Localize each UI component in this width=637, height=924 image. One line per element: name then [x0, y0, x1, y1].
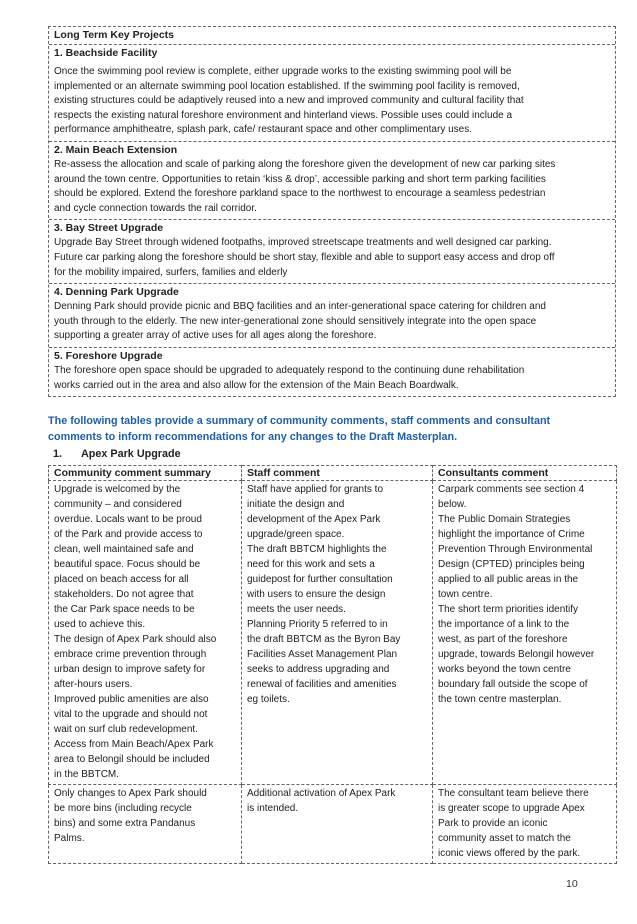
- cell-line: need for this work and sets a: [247, 559, 375, 571]
- description-line: should be explored. Extend the foreshore parkland space to the northwest to encourage a seamless pedestrian: [54, 188, 546, 200]
- key-project-section: [49, 348, 615, 396]
- cell-line: urban design to improve safety for: [54, 664, 206, 676]
- cell-text: [54, 482, 236, 782]
- description-line: Once the swimming pool review is complete, either upgrade works to the existing swimming pool will be: [54, 66, 512, 77]
- cell-line: Park to provide an iconic: [438, 818, 548, 830]
- cell-line: the Car Park space needs to be: [54, 604, 195, 616]
- cell-line: beautiful space. Focus should be: [54, 559, 201, 571]
- summary-heading-line-1: The following tables provide a summary of community comments, staff comments and consultant: [48, 415, 551, 428]
- header-community-comment: Community comment summary: [49, 466, 242, 481]
- page-number: 10: [566, 878, 578, 890]
- cell-text: [54, 786, 236, 846]
- cell-line: upgrade, towards Belongil however: [438, 649, 595, 661]
- cell-line: bins) and some extra Pandanus: [54, 818, 196, 830]
- cell-line: upgrade/green space.: [247, 529, 345, 541]
- cell-line: applied to all public areas in the: [438, 574, 579, 586]
- cell-line: Access from Main Beach/Apex Park: [54, 739, 214, 751]
- cell-line: meets the user needs.: [247, 604, 346, 616]
- cell-line: Additional activation of Apex Park: [247, 788, 396, 800]
- comment-table: [48, 465, 617, 864]
- key-project-title: 2. Main Beach Extension: [54, 143, 178, 156]
- cell-text: [438, 482, 611, 707]
- cell-line: vital to the upgrade and should not: [54, 709, 208, 721]
- cell-line: works beyond the town centre: [438, 664, 571, 676]
- cell-line: Carpark comments see section 4: [438, 484, 585, 496]
- cell-line: town centre.: [438, 589, 493, 601]
- cell-line: west, as part of the foreshore: [438, 634, 568, 646]
- cell-line: initiate the design and: [247, 499, 345, 511]
- cell-line: The Public Domain Strategies: [438, 514, 571, 526]
- description-line: around the town centre. Opportunities to retain ‘kiss & drop’, accessible parking and short term parking facilities: [54, 173, 546, 185]
- key-project-description: [54, 158, 610, 216]
- cell-line: wait on surf club redevelopment.: [54, 724, 198, 736]
- cell-line: used to achieve this.: [54, 619, 146, 631]
- staff-comment-cell: [242, 481, 433, 785]
- key-project-title: 5. Foreshore Upgrade: [54, 349, 163, 362]
- key-project-section: [49, 45, 615, 142]
- cell-line: after-hours users.: [54, 679, 133, 691]
- cell-line: embrace crime prevention through: [54, 649, 207, 661]
- description-line: Upgrade Bay Street through widened footpaths, improved streetscape treatments and well designed car parking.: [54, 237, 552, 249]
- key-project-section: [49, 142, 615, 220]
- description-line: supporting a greater array of active uses for all ages along the foreshore.: [54, 330, 377, 342]
- cell-line: Palms.: [54, 833, 85, 845]
- cell-line: Design (CPTED) principles being: [438, 559, 585, 571]
- description-line: for the mobility impaired, surfers, families and elderly: [54, 266, 288, 278]
- description-line: implemented or an alternate swimming pool location established. If the swimming pool facility is removed,: [54, 80, 520, 92]
- community-comment-cell: [49, 481, 242, 785]
- cell-line: area to Belongil should be included: [54, 754, 210, 766]
- header-consultants-comment: Consultants comment: [433, 466, 617, 481]
- cell-line: is intended.: [247, 803, 299, 815]
- apex-section-label: Apex Park Upgrade: [81, 448, 181, 461]
- cell-text: [438, 786, 611, 861]
- table-row: [49, 481, 617, 785]
- cell-line: eg toilets.: [247, 694, 290, 706]
- description-line: Denning Park should provide picnic and BBQ facilities and an inter-generational space catering for children and: [54, 301, 546, 313]
- table-row: [49, 785, 617, 864]
- consultants-comment-cell: [433, 785, 617, 864]
- summary-heading: [48, 413, 616, 445]
- description-line: performance amphitheatre, splash park, cafe/ restaurant space and other complimentary uses.: [54, 124, 472, 136]
- cell-line: Prevention Through Environmental: [438, 544, 593, 556]
- cell-line: overdue. Locals want to be proud: [54, 514, 202, 526]
- key-project-description: [54, 364, 610, 393]
- cell-line: clean, well maintained safe and: [54, 544, 194, 556]
- key-project-description: [54, 300, 610, 344]
- cell-line: The draft BBTCM highlights the: [247, 544, 387, 556]
- key-project-title: 3. Bay Street Upgrade: [54, 222, 164, 235]
- cell-line: the importance of a link to the: [438, 619, 570, 631]
- cell-line: boundary fall outside the scope of: [438, 679, 588, 691]
- description-line: and cycle connection towards the rail corridor.: [54, 202, 257, 214]
- cell-line: stakeholders. Do not agree that: [54, 589, 194, 601]
- cell-line: be more bins (including recycle: [54, 803, 192, 815]
- cell-line: highlight the importance of Crime: [438, 529, 585, 541]
- consultants-comment-cell: [433, 481, 617, 785]
- description-line: Re-assess the allocation and scale of parking along the foreshore given the development of new car parking sites: [54, 158, 556, 170]
- key-project-title: 4. Denning Park Upgrade: [54, 286, 179, 299]
- cell-text: [247, 482, 427, 707]
- apex-section-title: [48, 448, 616, 460]
- cell-line: Planning Priority 5 referred to in: [247, 619, 388, 631]
- cell-line: The short term priorities identify: [438, 604, 579, 616]
- description-line: youth through to the elderly. The new inter-generational zone should sensitively integrate into the open space: [54, 315, 537, 327]
- cell-line: seeks to address upgrading and: [247, 664, 390, 676]
- staff-comment-cell: [242, 785, 433, 864]
- document-page: [48, 26, 616, 864]
- cell-line: placed on beach access for all: [54, 574, 189, 586]
- cell-line: guidepost for further consultation: [247, 574, 393, 586]
- key-project-section: [49, 284, 615, 348]
- community-comment-cell: [49, 785, 242, 864]
- apex-section-number: 1.: [53, 448, 63, 461]
- summary-heading-line-2: comments to inform recommendations for any changes to the Draft Masterplan.: [48, 431, 458, 444]
- description-line: existing structures could be adaptively reused into a new and improved community and cultural facility that: [54, 95, 524, 107]
- cell-line: community – and considered: [54, 499, 182, 511]
- cell-line: community asset to match the: [438, 833, 571, 845]
- cell-line: renewal of facilities and amenities: [247, 679, 397, 691]
- cell-line: Upgrade is welcomed by the: [54, 484, 181, 496]
- header-staff-comment: Staff comment: [242, 466, 433, 481]
- cell-line: The design of Apex Park should also: [54, 634, 217, 646]
- key-projects-heading: Long Term Key Projects: [49, 27, 615, 45]
- key-project-description: [54, 65, 610, 138]
- cell-text: [247, 786, 427, 816]
- cell-line: in the BBTCM.: [54, 769, 120, 781]
- key-projects-table: [48, 26, 616, 397]
- cell-line: Staff have applied for grants to: [247, 484, 384, 496]
- key-project-title: 1. Beachside Facility: [54, 47, 158, 59]
- cell-line: The consultant team believe there: [438, 788, 589, 800]
- description-line: Future car parking along the foreshore should be short stay, flexible and able to support easy access and drop off: [54, 251, 555, 263]
- cell-line: the town centre masterplan.: [438, 694, 562, 706]
- cell-line: is greater scope to upgrade Apex: [438, 803, 585, 815]
- cell-line: development of the Apex Park: [247, 514, 381, 526]
- key-project-section: [49, 220, 615, 284]
- cell-line: Improved public amenities are also: [54, 694, 209, 706]
- cell-line: iconic views offered by the park.: [438, 848, 581, 860]
- comment-table-header-row: [49, 466, 617, 481]
- cell-line: below.: [438, 499, 467, 511]
- cell-line: Facilities Asset Management Plan: [247, 649, 398, 661]
- cell-line: Only changes to Apex Park should: [54, 788, 207, 800]
- description-line: works carried out in the area and also allow for the extension of the Main Beach Boardwalk.: [54, 379, 459, 391]
- cell-line: of the Park and provide access to: [54, 529, 203, 541]
- key-project-description: [54, 236, 610, 280]
- cell-line: the draft BBTCM as the Byron Bay: [247, 634, 401, 646]
- cell-line: with users to ensure the design: [247, 589, 386, 601]
- description-line: The foreshore open space should be upgraded to adequately respond to the continuing dune rehabilitation: [54, 364, 525, 376]
- description-line: respects the existing natural foreshore environment and hinterland views. Possible uses could include a: [54, 109, 513, 121]
